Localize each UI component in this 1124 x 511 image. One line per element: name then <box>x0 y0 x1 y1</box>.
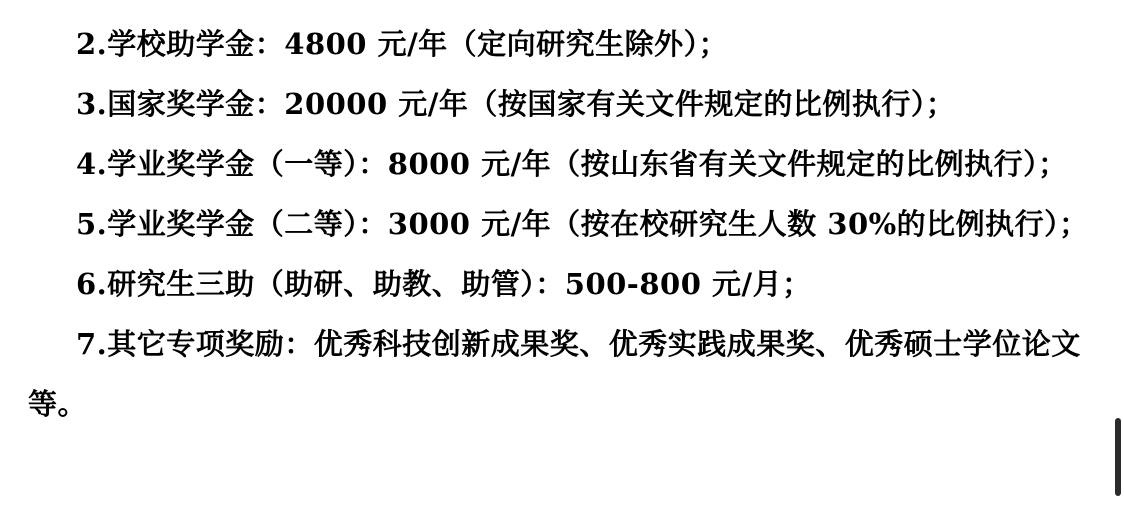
paragraph-item: 2.学校助学金：4800 元/年（定向研究生除外）； <box>76 27 729 61</box>
paragraph-item: 6.研究生三助（助研、助教、助管）：500-800 元/月； <box>76 267 812 301</box>
scrollbar-thumb[interactable] <box>1115 418 1121 496</box>
paragraph-item: 3.国家奖学金：20000 元/年（按国家有关文件规定的比例执行）； <box>76 87 956 121</box>
document-body <box>0 14 1124 434</box>
paragraph-item: 7.其它专项奖励：优秀科技创新成果奖、优秀实践成果奖、优秀硕士学位论文等。 <box>28 327 1081 421</box>
paragraph-item: 4.学业奖学金（一等）：8000 元/年（按山东省有关文件规定的比例执行）； <box>76 147 1068 181</box>
paragraph-item: 5.学业奖学金（二等）：3000 元/年（按在校研究生人数 30%的比例执行）； <box>76 207 1089 241</box>
